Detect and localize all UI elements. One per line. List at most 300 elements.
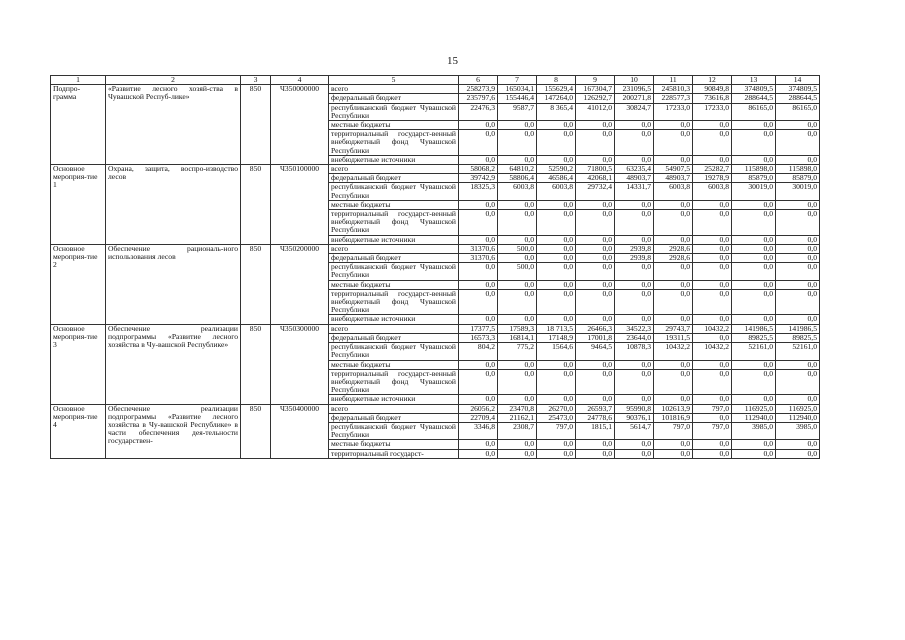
funding-source-cell: внебюджетные источники — [329, 395, 459, 404]
amount-cell: 0,0 — [693, 315, 732, 324]
amount-cell: 0,0 — [576, 289, 615, 315]
amount-cell: 0,0 — [498, 200, 537, 209]
amount-cell: 90376,1 — [615, 413, 654, 422]
table-row — [51, 404, 820, 413]
funding-source-cell: федеральный бюджет — [329, 254, 459, 263]
column-number-9: 9 — [576, 76, 615, 85]
table-row — [51, 165, 820, 174]
grbs-cell: 850 — [241, 165, 271, 245]
amount-cell: 0,0 — [537, 244, 576, 253]
amount-cell: 0,0 — [693, 235, 732, 244]
amount-cell: 22476,3 — [459, 103, 498, 120]
amount-cell: 115898,0 — [732, 165, 776, 174]
amount-cell: 0,0 — [615, 395, 654, 404]
amount-cell: 141986,5 — [776, 324, 820, 333]
funding-source-cell: всего — [329, 165, 459, 174]
amount-cell: 775,2 — [498, 343, 537, 360]
amount-cell: 0,0 — [654, 280, 693, 289]
amount-cell: 797,0 — [693, 422, 732, 439]
budget-code-cell: Ч350400000 — [271, 404, 329, 458]
amount-cell: 258273,9 — [459, 85, 498, 94]
amount-cell: 155446,4 — [498, 94, 537, 103]
funding-source-cell: всего — [329, 85, 459, 94]
row-type-cell: Основное мероприя-тие 1 — [51, 165, 106, 245]
amount-cell: 167304,7 — [576, 85, 615, 94]
amount-cell: 797,0 — [693, 404, 732, 413]
amount-cell: 26466,3 — [576, 324, 615, 333]
column-number-13: 13 — [732, 76, 776, 85]
amount-cell: 0,0 — [537, 155, 576, 164]
funding-source-cell: территориальный государст- — [329, 449, 459, 458]
amount-cell: 0,0 — [615, 263, 654, 280]
table-row — [51, 244, 820, 253]
amount-cell: 112940,0 — [732, 413, 776, 422]
amount-cell: 0,0 — [537, 210, 576, 236]
amount-cell: 0,0 — [732, 155, 776, 164]
column-number-6: 6 — [459, 76, 498, 85]
amount-cell: 0,0 — [693, 200, 732, 209]
amount-cell: 0,0 — [576, 200, 615, 209]
amount-cell: 0,0 — [498, 289, 537, 315]
amount-cell: 0,0 — [498, 235, 537, 244]
amount-cell: 0,0 — [459, 440, 498, 449]
column-number-5: 5 — [329, 76, 459, 85]
amount-cell: 0,0 — [498, 121, 537, 130]
amount-cell: 16814,1 — [498, 333, 537, 342]
amount-cell: 0,0 — [537, 254, 576, 263]
amount-cell: 0,0 — [732, 289, 776, 315]
funding-source-cell: территориальный государст-венный внебюджетный фонд Чувашской Республики — [329, 289, 459, 315]
amount-cell: 48903,7 — [654, 174, 693, 183]
amount-cell: 14331,7 — [615, 183, 654, 200]
funding-source-cell: федеральный бюджет — [329, 94, 459, 103]
amount-cell: 0,0 — [776, 315, 820, 324]
amount-cell: 85879,0 — [732, 174, 776, 183]
amount-cell: 17233,0 — [654, 103, 693, 120]
amount-cell: 0,0 — [615, 121, 654, 130]
amount-cell: 58806,4 — [498, 174, 537, 183]
amount-cell: 0,0 — [732, 130, 776, 156]
column-number-4: 4 — [271, 76, 329, 85]
amount-cell: 0,0 — [776, 155, 820, 164]
amount-cell: 19311,5 — [654, 333, 693, 342]
budget-table — [50, 75, 820, 459]
amount-cell: 0,0 — [537, 360, 576, 369]
amount-cell: 0,0 — [693, 449, 732, 458]
funding-source-cell: федеральный бюджет — [329, 174, 459, 183]
column-number-10: 10 — [615, 76, 654, 85]
amount-cell: 6003,8 — [654, 183, 693, 200]
amount-cell: 126292,7 — [576, 94, 615, 103]
amount-cell: 0,0 — [498, 130, 537, 156]
amount-cell: 86165,0 — [732, 103, 776, 120]
grbs-cell: 850 — [241, 404, 271, 458]
funding-source-cell: внебюджетные источники — [329, 315, 459, 324]
amount-cell: 0,0 — [576, 254, 615, 263]
amount-cell: 0,0 — [693, 263, 732, 280]
amount-cell: 0,0 — [693, 413, 732, 422]
amount-cell: 0,0 — [459, 210, 498, 236]
amount-cell: 5614,7 — [615, 422, 654, 439]
amount-cell: 0,0 — [537, 280, 576, 289]
amount-cell: 0,0 — [654, 210, 693, 236]
column-number-14: 14 — [776, 76, 820, 85]
amount-cell: 29743,7 — [654, 324, 693, 333]
amount-cell: 73616,8 — [693, 94, 732, 103]
row-name-cell: Охрана, защита, воспро-изводство лесов — [106, 165, 241, 245]
amount-cell: 6003,8 — [693, 183, 732, 200]
amount-cell: 29732,4 — [576, 183, 615, 200]
amount-cell: 0,0 — [693, 244, 732, 253]
funding-source-cell: федеральный бюджет — [329, 413, 459, 422]
amount-cell: 0,0 — [576, 395, 615, 404]
amount-cell: 10878,3 — [615, 343, 654, 360]
amount-cell: 0,0 — [776, 121, 820, 130]
amount-cell: 0,0 — [654, 155, 693, 164]
amount-cell: 31370,6 — [459, 244, 498, 253]
header-row — [51, 76, 820, 85]
amount-cell: 0,0 — [654, 121, 693, 130]
amount-cell: 141986,5 — [732, 324, 776, 333]
amount-cell: 22709,4 — [459, 413, 498, 422]
amount-cell: 52161,0 — [776, 343, 820, 360]
amount-cell: 34522,3 — [615, 324, 654, 333]
amount-cell: 54907,5 — [654, 165, 693, 174]
amount-cell: 18 713,5 — [537, 324, 576, 333]
amount-cell: 0,0 — [459, 263, 498, 280]
amount-cell: 0,0 — [732, 210, 776, 236]
amount-cell: 0,0 — [498, 155, 537, 164]
amount-cell: 374809,5 — [732, 85, 776, 94]
grbs-cell: 850 — [241, 85, 271, 165]
amount-cell: 116925,0 — [732, 404, 776, 413]
amount-cell: 0,0 — [732, 280, 776, 289]
amount-cell: 0,0 — [776, 449, 820, 458]
amount-cell: 0,0 — [615, 360, 654, 369]
amount-cell: 0,0 — [615, 369, 654, 395]
amount-cell: 10432,2 — [654, 343, 693, 360]
amount-cell: 0,0 — [459, 130, 498, 156]
amount-cell: 2939,8 — [615, 254, 654, 263]
amount-cell: 41012,0 — [576, 103, 615, 120]
amount-cell: 0,0 — [776, 254, 820, 263]
amount-cell: 0,0 — [776, 360, 820, 369]
amount-cell: 0,0 — [576, 360, 615, 369]
table-row — [51, 324, 820, 333]
amount-cell: 0,0 — [615, 315, 654, 324]
amount-cell: 2928,6 — [654, 254, 693, 263]
amount-cell: 0,0 — [693, 121, 732, 130]
amount-cell: 0,0 — [732, 244, 776, 253]
amount-cell: 1815,1 — [576, 422, 615, 439]
amount-cell: 0,0 — [576, 235, 615, 244]
amount-cell: 0,0 — [498, 369, 537, 395]
amount-cell: 0,0 — [537, 121, 576, 130]
amount-cell: 0,0 — [537, 449, 576, 458]
amount-cell: 10432,2 — [693, 343, 732, 360]
amount-cell: 0,0 — [615, 289, 654, 315]
amount-cell: 0,0 — [732, 121, 776, 130]
amount-cell: 0,0 — [576, 440, 615, 449]
amount-cell: 0,0 — [537, 440, 576, 449]
amount-cell: 288644,5 — [776, 94, 820, 103]
amount-cell: 17589,3 — [498, 324, 537, 333]
amount-cell: 0,0 — [459, 395, 498, 404]
funding-source-cell: территориальный государст-венный внебюджетный фонд Чувашской Республики — [329, 130, 459, 156]
amount-cell: 0,0 — [654, 395, 693, 404]
amount-cell: 0,0 — [654, 200, 693, 209]
amount-cell: 245810,3 — [654, 85, 693, 94]
amount-cell: 0,0 — [654, 440, 693, 449]
funding-source-cell: федеральный бюджет — [329, 333, 459, 342]
budget-code-cell: Ч350300000 — [271, 324, 329, 404]
funding-source-cell: республиканский бюджет Чувашской Республики — [329, 263, 459, 280]
amount-cell: 24778,6 — [576, 413, 615, 422]
amount-cell: 0,0 — [576, 155, 615, 164]
amount-cell: 0,0 — [654, 360, 693, 369]
amount-cell: 85879,0 — [776, 174, 820, 183]
amount-cell: 0,0 — [732, 200, 776, 209]
funding-source-cell: внебюджетные источники — [329, 155, 459, 164]
amount-cell: 0,0 — [693, 210, 732, 236]
amount-cell: 0,0 — [776, 289, 820, 315]
amount-cell: 3985,0 — [732, 422, 776, 439]
amount-cell: 0,0 — [576, 315, 615, 324]
row-type-cell: Основное мероприя-тие 4 — [51, 404, 106, 458]
amount-cell: 64810,2 — [498, 165, 537, 174]
column-number-2: 2 — [106, 76, 241, 85]
amount-cell: 797,0 — [654, 422, 693, 439]
amount-cell: 0,0 — [654, 130, 693, 156]
amount-cell: 0,0 — [693, 360, 732, 369]
amount-cell: 58068,2 — [459, 165, 498, 174]
amount-cell: 30824,7 — [615, 103, 654, 120]
amount-cell: 0,0 — [693, 130, 732, 156]
amount-cell: 3346,8 — [459, 422, 498, 439]
amount-cell: 25473,0 — [537, 413, 576, 422]
amount-cell: 0,0 — [459, 200, 498, 209]
amount-cell: 52161,0 — [732, 343, 776, 360]
amount-cell: 39742,9 — [459, 174, 498, 183]
amount-cell: 0,0 — [498, 449, 537, 458]
amount-cell: 6003,8 — [537, 183, 576, 200]
amount-cell: 0,0 — [537, 235, 576, 244]
amount-cell: 112940,0 — [776, 413, 820, 422]
amount-cell: 10432,2 — [693, 324, 732, 333]
amount-cell: 500,0 — [498, 244, 537, 253]
amount-cell: 102613,9 — [654, 404, 693, 413]
amount-cell: 0,0 — [776, 200, 820, 209]
amount-cell: 25282,7 — [693, 165, 732, 174]
amount-cell: 0,0 — [537, 263, 576, 280]
amount-cell: 48903,7 — [615, 174, 654, 183]
funding-source-cell: внебюджетные источники — [329, 235, 459, 244]
column-number-1: 1 — [51, 76, 106, 85]
amount-cell: 17001,8 — [576, 333, 615, 342]
amount-cell: 0,0 — [459, 235, 498, 244]
amount-cell: 0,0 — [732, 360, 776, 369]
amount-cell: 0,0 — [693, 289, 732, 315]
amount-cell: 17148,9 — [537, 333, 576, 342]
amount-cell: 147264,0 — [537, 94, 576, 103]
amount-cell: 0,0 — [615, 280, 654, 289]
column-number-7: 7 — [498, 76, 537, 85]
amount-cell: 0,0 — [732, 449, 776, 458]
amount-cell: 0,0 — [615, 130, 654, 156]
amount-cell: 288644,5 — [732, 94, 776, 103]
amount-cell: 0,0 — [537, 200, 576, 209]
funding-source-cell: республиканский бюджет Чувашской Республики — [329, 422, 459, 439]
amount-cell: 0,0 — [693, 440, 732, 449]
amount-cell: 0,0 — [732, 369, 776, 395]
amount-cell: 374809,5 — [776, 85, 820, 94]
amount-cell: 0,0 — [459, 289, 498, 315]
amount-cell: 2308,7 — [498, 422, 537, 439]
row-name-cell: Обеспечение реализации подпрограммы «Развитие лесного хозяйства в Чу-вашской Республике» — [106, 324, 241, 404]
amount-cell: 0,0 — [576, 263, 615, 280]
amount-cell: 165034,1 — [498, 85, 537, 94]
amount-cell: 0,0 — [576, 369, 615, 395]
amount-cell: 0,0 — [776, 130, 820, 156]
amount-cell: 0,0 — [576, 121, 615, 130]
amount-cell: 0,0 — [498, 280, 537, 289]
amount-cell: 0,0 — [498, 315, 537, 324]
column-number-12: 12 — [693, 76, 732, 85]
row-type-cell: Подпро-грамма — [51, 85, 106, 165]
column-number-3: 3 — [241, 76, 271, 85]
amount-cell: 0,0 — [498, 254, 537, 263]
amount-cell: 0,0 — [459, 121, 498, 130]
amount-cell: 23644,0 — [615, 333, 654, 342]
amount-cell: 0,0 — [776, 369, 820, 395]
amount-cell: 0,0 — [654, 449, 693, 458]
amount-cell: 2928,6 — [654, 244, 693, 253]
amount-cell: 9464,5 — [576, 343, 615, 360]
page-number: 15 — [447, 55, 458, 67]
row-name-cell: Обеспечение рациональ-ного использования лесов — [106, 244, 241, 324]
amount-cell: 95990,8 — [615, 404, 654, 413]
funding-source-cell: всего — [329, 404, 459, 413]
funding-source-cell: территориальный государст-венный внебюджетный фонд Чувашской Республики — [329, 210, 459, 236]
funding-source-cell: всего — [329, 244, 459, 253]
amount-cell: 0,0 — [732, 395, 776, 404]
amount-cell: 30019,0 — [776, 183, 820, 200]
amount-cell: 0,0 — [576, 210, 615, 236]
amount-cell: 0,0 — [732, 263, 776, 280]
amount-cell: 0,0 — [776, 395, 820, 404]
amount-cell: 0,0 — [576, 449, 615, 458]
amount-cell: 0,0 — [537, 289, 576, 315]
amount-cell: 115898,0 — [776, 165, 820, 174]
amount-cell: 23470,8 — [498, 404, 537, 413]
amount-cell: 63235,4 — [615, 165, 654, 174]
amount-cell: 31370,6 — [459, 254, 498, 263]
amount-cell: 0,0 — [459, 369, 498, 395]
amount-cell: 17233,0 — [693, 103, 732, 120]
row-name-cell: Обеспечение реализации подпрограммы «Развитие лесного хозяйства в Чу-вашской Республике» в части обеспечения дея-тельности государствен- — [106, 404, 241, 458]
amount-cell: 0,0 — [732, 440, 776, 449]
amount-cell: 0,0 — [732, 254, 776, 263]
funding-source-cell: республиканский бюджет Чувашской Республики — [329, 183, 459, 200]
amount-cell: 797,0 — [537, 422, 576, 439]
amount-cell: 0,0 — [654, 369, 693, 395]
amount-cell: 155629,4 — [537, 85, 576, 94]
amount-cell: 0,0 — [693, 333, 732, 342]
amount-cell: 0,0 — [693, 369, 732, 395]
amount-cell: 0,0 — [537, 130, 576, 156]
amount-cell: 804,2 — [459, 343, 498, 360]
amount-cell: 0,0 — [615, 235, 654, 244]
amount-cell: 86165,0 — [776, 103, 820, 120]
funding-source-cell: республиканский бюджет Чувашской Республики — [329, 103, 459, 120]
amount-cell: 0,0 — [498, 395, 537, 404]
column-number-8: 8 — [537, 76, 576, 85]
amount-cell: 90849,8 — [693, 85, 732, 94]
amount-cell: 0,0 — [776, 210, 820, 236]
amount-cell: 52590,2 — [537, 165, 576, 174]
amount-cell: 0,0 — [615, 155, 654, 164]
amount-cell: 0,0 — [537, 395, 576, 404]
amount-cell: 30019,0 — [732, 183, 776, 200]
grbs-cell: 850 — [241, 244, 271, 324]
funding-source-cell: местные бюджеты — [329, 360, 459, 369]
amount-cell: 0,0 — [654, 235, 693, 244]
amount-cell: 231096,5 — [615, 85, 654, 94]
amount-cell: 19278,9 — [693, 174, 732, 183]
funding-source-cell: всего — [329, 324, 459, 333]
amount-cell: 500,0 — [498, 263, 537, 280]
amount-cell: 0,0 — [693, 395, 732, 404]
amount-cell: 0,0 — [776, 280, 820, 289]
amount-cell: 26593,7 — [576, 404, 615, 413]
row-name-cell: «Развитие лесного хозяй-ства в Чувашской Респуб-лике» — [106, 85, 241, 165]
grbs-cell: 850 — [241, 324, 271, 404]
funding-source-cell: республиканский бюджет Чувашской Республики — [329, 343, 459, 360]
amount-cell: 0,0 — [693, 155, 732, 164]
funding-source-cell: местные бюджеты — [329, 200, 459, 209]
amount-cell: 0,0 — [576, 280, 615, 289]
amount-cell: 8 365,4 — [537, 103, 576, 120]
amount-cell: 0,0 — [498, 440, 537, 449]
funding-source-cell: местные бюджеты — [329, 440, 459, 449]
amount-cell: 0,0 — [615, 449, 654, 458]
amount-cell: 0,0 — [615, 210, 654, 236]
amount-cell: 0,0 — [459, 280, 498, 289]
amount-cell: 0,0 — [498, 360, 537, 369]
budget-code-cell: Ч350200000 — [271, 244, 329, 324]
amount-cell: 17377,5 — [459, 324, 498, 333]
budget-code-cell: Ч350100000 — [271, 165, 329, 245]
table-row — [51, 85, 820, 94]
amount-cell: 16573,3 — [459, 333, 498, 342]
amount-cell: 0,0 — [537, 315, 576, 324]
amount-cell: 0,0 — [654, 315, 693, 324]
amount-cell: 228577,3 — [654, 94, 693, 103]
amount-cell: 0,0 — [776, 440, 820, 449]
amount-cell: 0,0 — [732, 235, 776, 244]
amount-cell: 0,0 — [537, 369, 576, 395]
amount-cell: 26270,0 — [537, 404, 576, 413]
amount-cell: 0,0 — [776, 263, 820, 280]
amount-cell: 9587,7 — [498, 103, 537, 120]
amount-cell: 3985,0 — [776, 422, 820, 439]
amount-cell: 0,0 — [654, 263, 693, 280]
amount-cell: 89825,5 — [732, 333, 776, 342]
amount-cell: 0,0 — [459, 315, 498, 324]
amount-cell: 1564,6 — [537, 343, 576, 360]
amount-cell: 2939,8 — [615, 244, 654, 253]
amount-cell: 116925,0 — [776, 404, 820, 413]
